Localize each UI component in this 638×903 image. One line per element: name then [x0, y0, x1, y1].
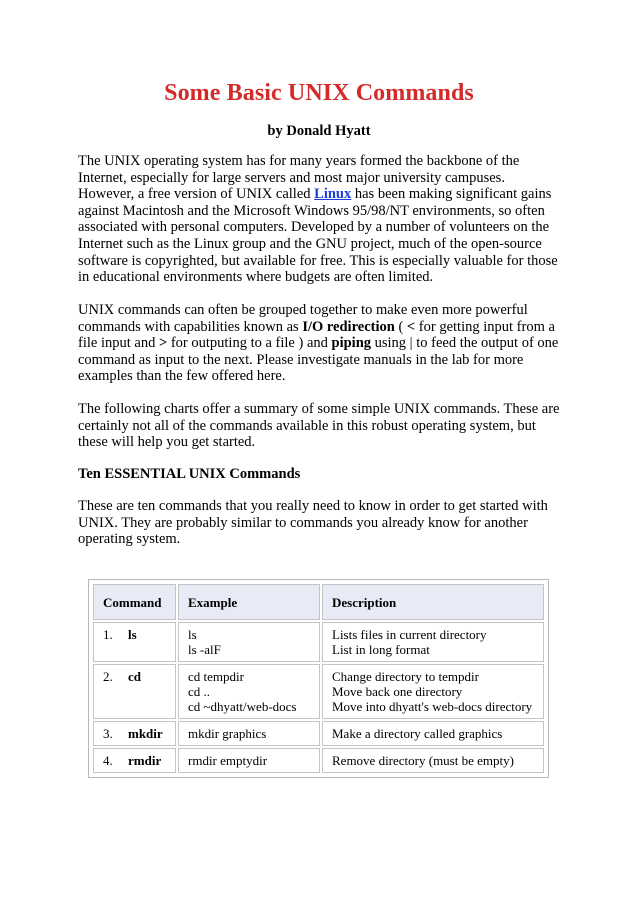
- command-name: cd: [128, 669, 141, 684]
- example-cell: [178, 721, 320, 746]
- description-line: Lists files in current directory: [332, 627, 487, 642]
- description-cell: [322, 622, 544, 662]
- command-name: mkdir: [128, 726, 163, 741]
- row-number: 3.: [103, 726, 113, 741]
- header-command: Command: [93, 584, 176, 620]
- description-cell: [322, 721, 544, 746]
- redirection-text-3: for getting input from a file input and: [78, 318, 555, 352]
- example-line: ls: [188, 627, 197, 642]
- header-description: Description: [322, 584, 544, 620]
- command-cell: [93, 622, 176, 662]
- command-cell: [93, 664, 176, 719]
- example-cell: [178, 664, 320, 719]
- description-cell: [322, 664, 544, 719]
- description-line: List in long format: [332, 642, 430, 657]
- description-line: Remove directory (must be empty): [332, 753, 514, 768]
- command-name: ls: [128, 627, 137, 642]
- header-example: Example: [178, 584, 320, 620]
- redirection-text-1: UNIX commands can often be grouped together to make even more powerful commands with capabilities known as: [78, 302, 528, 335]
- io-redirection-term: I/O redirection: [302, 318, 395, 335]
- commands-table-frame: [88, 579, 549, 778]
- redirection-paragraph: [78, 302, 562, 385]
- essential-commands-paragraph: These are ten commands that you really need to know in order to get started with UNIX. They are probably similar to commands you already know for another operating system.: [78, 498, 548, 548]
- table-row: [93, 748, 544, 773]
- example-cell: [178, 748, 320, 773]
- example-cell: [178, 622, 320, 662]
- linux-link[interactable]: Linux: [314, 186, 352, 203]
- row-number: 4.: [103, 753, 113, 768]
- row-number: 1.: [103, 627, 113, 642]
- input-redirect-symbol: <: [406, 318, 416, 335]
- section-heading: Ten ESSENTIAL UNIX Commands: [78, 466, 301, 482]
- commands-table: [91, 582, 546, 775]
- redirection-text-2: (: [394, 318, 407, 335]
- command-cell: [93, 721, 176, 746]
- charts-summary-paragraph: The following charts offer a summary of some simple UNIX commands. These are certainly not all of the commands available in this robust operating system, but these will help you get started.: [78, 401, 560, 451]
- example-line: cd ~dhyatt/web-docs: [188, 699, 297, 714]
- intro-text-before-link: The UNIX operating system has for many years formed the backbone of the Internet, especially for large servers and most major university campuses. However, a free version of UNIX called: [78, 153, 520, 203]
- table-row: [93, 721, 544, 746]
- intro-paragraph: [78, 153, 562, 286]
- example-line: rmdir emptydir: [188, 753, 268, 768]
- output-redirect-symbol: >: [158, 335, 168, 352]
- example-line: cd ..: [188, 684, 211, 699]
- intro-text-after-link: has been making significant gains against Macintosh and the Microsoft Windows 95/98/NT environments, so often associated with personal computers. Developed by a number of volunteers on the Internet such as the Linux group and the GNU project, much of the open-source software is copyrighted, but available for free. This is especially valuable for those in educational environments where budgets are often limited.: [78, 186, 558, 286]
- author-byline: by Donald Hyatt: [267, 123, 371, 139]
- example-line: ls -alF: [188, 642, 221, 657]
- table-row: [93, 622, 544, 662]
- row-number: 2.: [103, 669, 113, 684]
- command-name: rmdir: [128, 753, 162, 768]
- description-line: Move back one directory: [332, 684, 463, 699]
- table-header-row: [93, 584, 544, 620]
- table-row: [93, 664, 544, 719]
- description-line: Make a directory called graphics: [332, 726, 503, 741]
- description-cell: [322, 748, 544, 773]
- command-cell: [93, 748, 176, 773]
- example-line: cd tempdir: [188, 669, 244, 684]
- page-title: Some Basic UNIX Commands: [164, 80, 474, 106]
- description-line: Change directory to tempdir: [332, 669, 479, 684]
- piping-term: piping: [331, 335, 372, 352]
- redirection-text-4: for outputing to a file ) and: [167, 335, 332, 352]
- description-line: Move into dhyatt's web-docs directory: [332, 699, 533, 714]
- redirection-text-5: using | to feed the output of one command as input to the next. Please investigate manuals in the lab for more examples than the few offered here.: [78, 335, 559, 385]
- example-line: mkdir graphics: [188, 726, 267, 741]
